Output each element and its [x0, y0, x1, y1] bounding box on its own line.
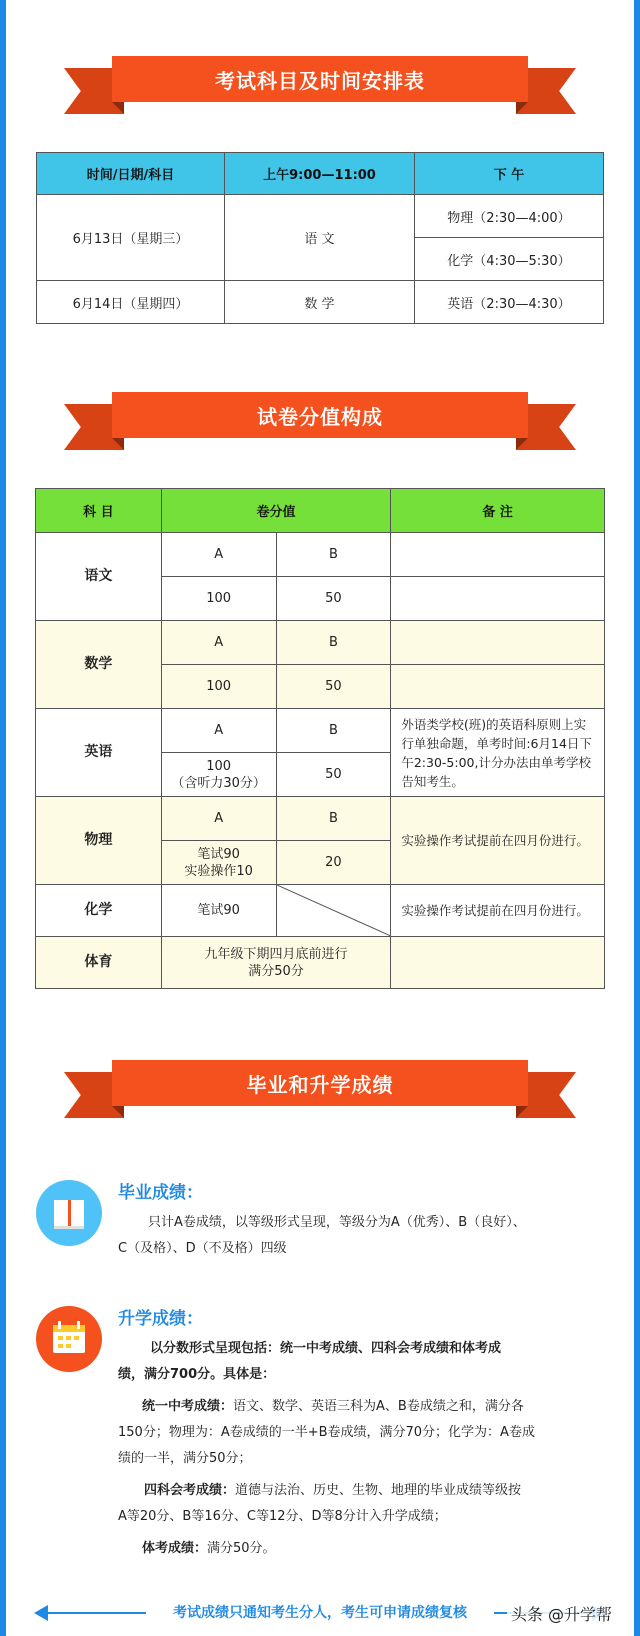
pe-score-label: 体考成绩：: [142, 1541, 208, 1556]
four-subjects-line-1: [144, 1478, 521, 1504]
paper-a-label: A: [161, 797, 276, 841]
paper-a-label: A: [161, 709, 276, 753]
paper-b-label: B: [276, 797, 391, 841]
row2-afternoon: 英语（2:30—4:30）: [415, 281, 604, 324]
subject-chemistry: 化学: [36, 885, 162, 937]
paper-a-value: 100: [161, 665, 276, 709]
banner-grades: [64, 1060, 576, 1118]
subject-physics: 物理: [36, 797, 162, 885]
physics-lab: 实验操作10: [184, 863, 253, 879]
remark-physics: 实验操作考试提前在四月份进行。: [391, 797, 605, 885]
remark-empty: [391, 577, 605, 621]
header-morning: 上午9:00—11:00: [225, 153, 415, 195]
four-subjects-text: 道德与法治、历史、生物、地理的毕业成绩等级按: [235, 1483, 522, 1498]
paper-b-value: 20: [276, 841, 391, 885]
pe-score-text: 满分50分。: [207, 1541, 276, 1556]
book-icon: [36, 1180, 102, 1246]
paper-b-label: B: [276, 533, 391, 577]
graduation-score-title: 毕业成绩：: [118, 1183, 203, 1203]
paper-b-label: B: [276, 621, 391, 665]
pe-full-score: 满分50分: [248, 963, 304, 979]
paper-a-value: 100: [161, 577, 276, 621]
paper-a-value: [161, 841, 276, 885]
diagonal-cell: [276, 885, 391, 937]
banner-score-composition: [64, 392, 576, 450]
schedule-table: [36, 152, 604, 324]
banner-title: 毕业和升学成绩: [112, 1060, 528, 1106]
row1-afternoon-chemistry: 化学（4:30—5:30）: [415, 238, 604, 281]
admission-score-title: 升学成绩：: [118, 1309, 203, 1329]
header-score: 卷分值: [161, 489, 391, 533]
header-afternoon: 下 午: [415, 153, 604, 195]
admission-intro-2: 绩，满分700分。具体是：: [118, 1367, 276, 1382]
paper-b-value: 50: [276, 665, 391, 709]
remark-empty: [391, 621, 605, 665]
remark-empty: [391, 533, 605, 577]
footer-notice: 考试成绩只通知考生分人，考生可申请成绩复核: [173, 1605, 467, 1621]
row2-date: 6月14日（星期四）: [37, 281, 225, 324]
remark-empty: [391, 665, 605, 709]
watermark: 头条 @升学帮: [507, 1602, 616, 1625]
calendar-icon: [36, 1306, 102, 1372]
english-a-note: （含听力30分）: [171, 775, 266, 791]
header-time: 时间/日期/科目: [37, 153, 225, 195]
score-table: [35, 488, 605, 989]
english-a-score: 100: [206, 758, 232, 774]
header-subject: 科 目: [36, 489, 162, 533]
remark-english: 外语类学校(班)的英语科原则上实行单独命题，单考时间:6月14日下午2:30-5:00,计分办法由单考学校告知考生。: [391, 709, 605, 797]
banner-title: 试卷分值构成: [112, 392, 528, 438]
admission-intro-1: 以分数形式呈现包括：统一中考成绩、四科会考成绩和体考成: [150, 1341, 502, 1356]
paper-a-label: A: [161, 621, 276, 665]
row1-morning: 语 文: [225, 195, 415, 281]
graduation-line-2: C（及格）、D（不及格）四级: [118, 1241, 287, 1256]
unified-exam-text: 语文、数学、英语三科为A、B卷成绩之和，满分各: [233, 1399, 524, 1414]
banner-title: 考试科目及时间安排表: [112, 56, 528, 102]
banner-schedule: [64, 56, 576, 114]
unified-exam-label: 统一中考成绩：: [142, 1399, 234, 1414]
subject-math: 数学: [36, 621, 162, 709]
paper-b-value: 50: [276, 753, 391, 797]
row1-date: 6月13日（星期三）: [37, 195, 225, 281]
graduation-line-1: 只计A卷成绩，以等级形式呈现，等级分为A（优秀）、B（良好）、: [148, 1215, 526, 1230]
pe-value: [161, 937, 391, 989]
row1-afternoon-physics: 物理（2:30—4:00）: [415, 195, 604, 238]
row2-morning: 数 学: [225, 281, 415, 324]
paper-a-value: [161, 753, 276, 797]
physics-written: 笔试90: [197, 846, 240, 862]
remark-chemistry: 实验操作考试提前在四月份进行。: [391, 885, 605, 937]
unified-exam-line-3: 绩的一半，满分50分；: [118, 1451, 252, 1466]
subject-pe: 体育: [36, 937, 162, 989]
subject-english: 英语: [36, 709, 162, 797]
header-remark: 备 注: [391, 489, 605, 533]
paper-b-label: B: [276, 709, 391, 753]
pe-timing: 九年级下期四月底前进行: [204, 946, 348, 962]
four-subjects-line-2: A等20分、B等16分、C等12分、D等8分计入升学成绩；: [118, 1509, 447, 1524]
pe-score-line: [142, 1536, 276, 1562]
subject-chinese: 语文: [36, 533, 162, 621]
unified-exam-line-1: [142, 1394, 524, 1420]
paper-b-value: 50: [276, 577, 391, 621]
paper-a-label: A: [161, 533, 276, 577]
unified-exam-line-2: 150分；物理为：A卷成绩的一半+B卷成绩，满分70分；化学为：A卷成: [118, 1425, 535, 1440]
remark-empty: [391, 937, 605, 989]
four-subjects-label: 四科会考成绩：: [144, 1483, 236, 1498]
paper-a-value: 笔试90: [161, 885, 276, 937]
